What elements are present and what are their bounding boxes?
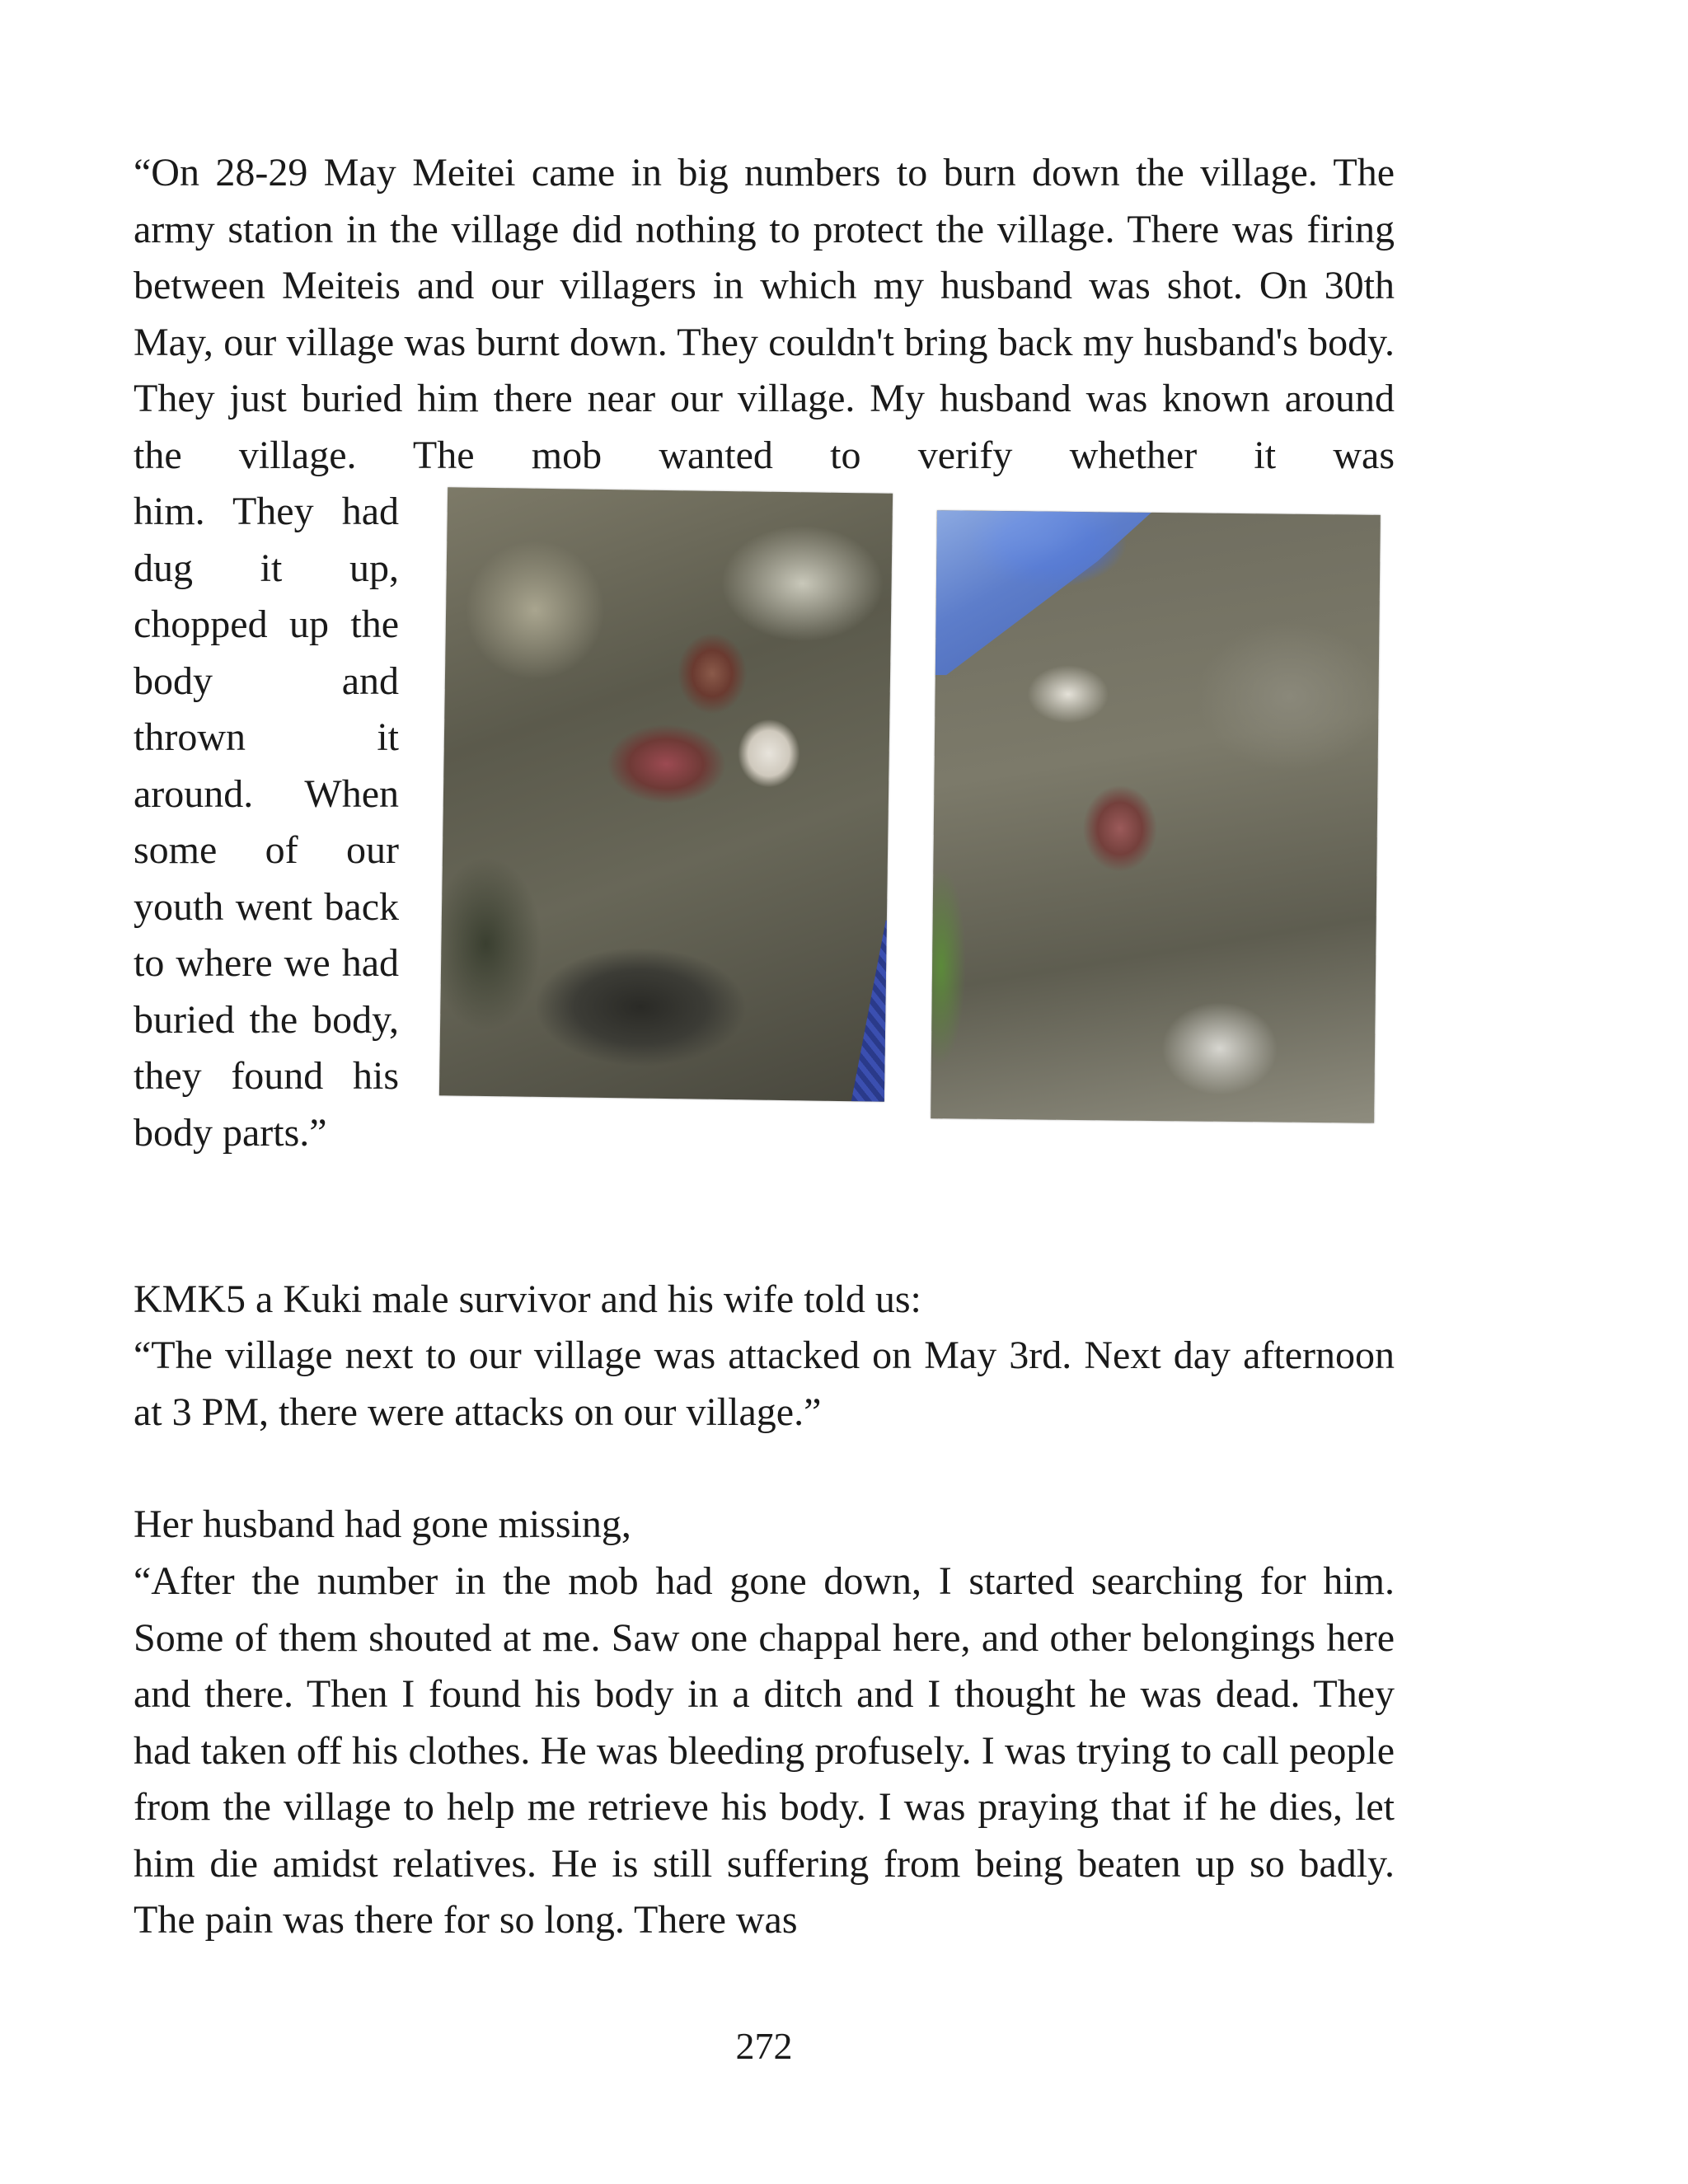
paragraph-husband-missing-intro: Her husband had gone missing, xyxy=(134,1502,631,1546)
paragraph-testimony-part-2: him. They had dug it up, chopped up the body and thrown it around. When some of our youth went back to where we had buried the body, they found his body parts.” xyxy=(134,490,399,1155)
photo-grave-remains-left xyxy=(439,487,893,1101)
page-number: 272 xyxy=(735,2025,793,2067)
paragraph-kmk5-intro: KMK5 a Kuki male survivor and his wife told us: xyxy=(134,1277,921,1321)
photo-grave-remains-right xyxy=(931,510,1381,1123)
paragraph-kmk5-quote: “The village next to our village was attacked on May 3rd. Next day afternoon at 3 PM, there were attacks on our village.” xyxy=(134,1333,1395,1434)
paragraph-testimony-part-1: “On 28-29 May Meitei came in big numbers to burn down the village. The army station in the village did nothing to protect the village. There was firing between Meiteis and our villagers in which my husband was shot. On 30th May, our village was burnt down. They couldn't bring back my husband's body. They just buried him there near our village. My husband was known around the village. The mob wanted to verify whether it was xyxy=(134,151,1395,477)
paragraph-husband-missing-quote: “After the number in the mob had gone down, I started searching for him. Some of them shouted at me. Saw one chappal here, and other belongings here and there. Then I found his body in a ditch and I thought he was dead. They had taken off his clothes. He was bleeding profusely. I was trying to call people from the village to help me retrieve his body. I was praying that if he dies, let him die amidst relatives. He is still suffering from being beaten up so badly. The pain was there for so long. There was xyxy=(134,1559,1395,1942)
